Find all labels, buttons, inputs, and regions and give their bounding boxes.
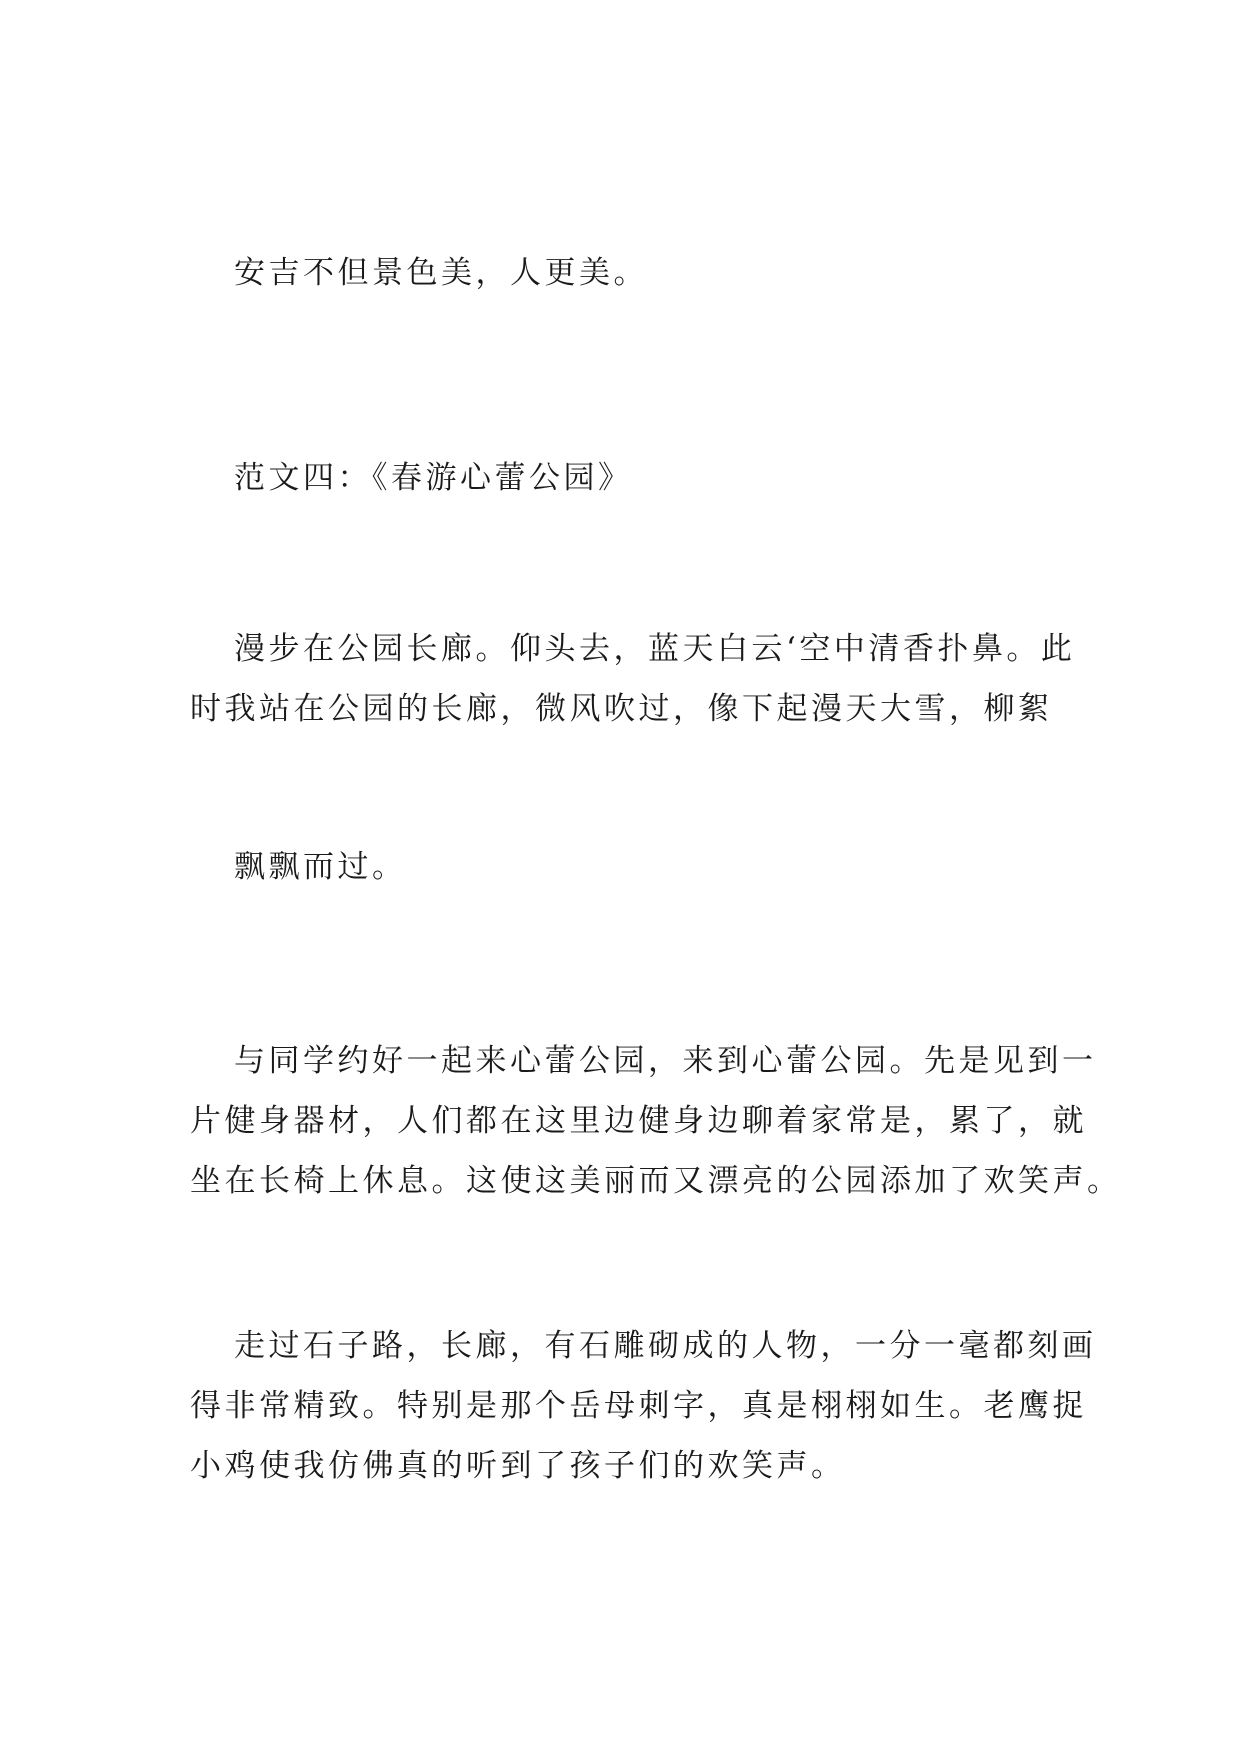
- paragraph-line: 坐在长椅上休息。这使这美丽而又漂亮的公园添加了欢笑声。: [190, 1163, 1122, 1199]
- paragraph-line: 漫步在公园长廊。仰头去，蓝天白云‘空中清香扑鼻。此: [234, 631, 1076, 667]
- paragraph-line: 时我站在公园的长廊，微风吹过，像下起漫天大雪，柳絮: [190, 691, 1053, 727]
- section-title: 范文四：《春游心蕾公园》: [234, 460, 633, 496]
- paragraph-line: 飘飘而过。: [234, 849, 407, 885]
- paragraph-line: 小鸡使我仿佛真的听到了孩子们的欢笑声。: [190, 1448, 846, 1484]
- paragraph-line: 得非常精致。特别是那个岳母刺字，真是栩栩如生。老鹰捉: [190, 1388, 1087, 1424]
- paragraph-line: 与同学约好一起来心蕾公园，来到心蕾公园。先是见到一: [234, 1043, 1097, 1079]
- paragraph-line: 安吉不但景色美，人更美。: [234, 255, 648, 291]
- paragraph-line: 片健身器材，人们都在这里边健身边聊着家常是，累了，就: [190, 1103, 1087, 1139]
- paragraph-line: 走过石子路，长廊，有石雕砌成的人物，一分一毫都刻画: [234, 1328, 1097, 1364]
